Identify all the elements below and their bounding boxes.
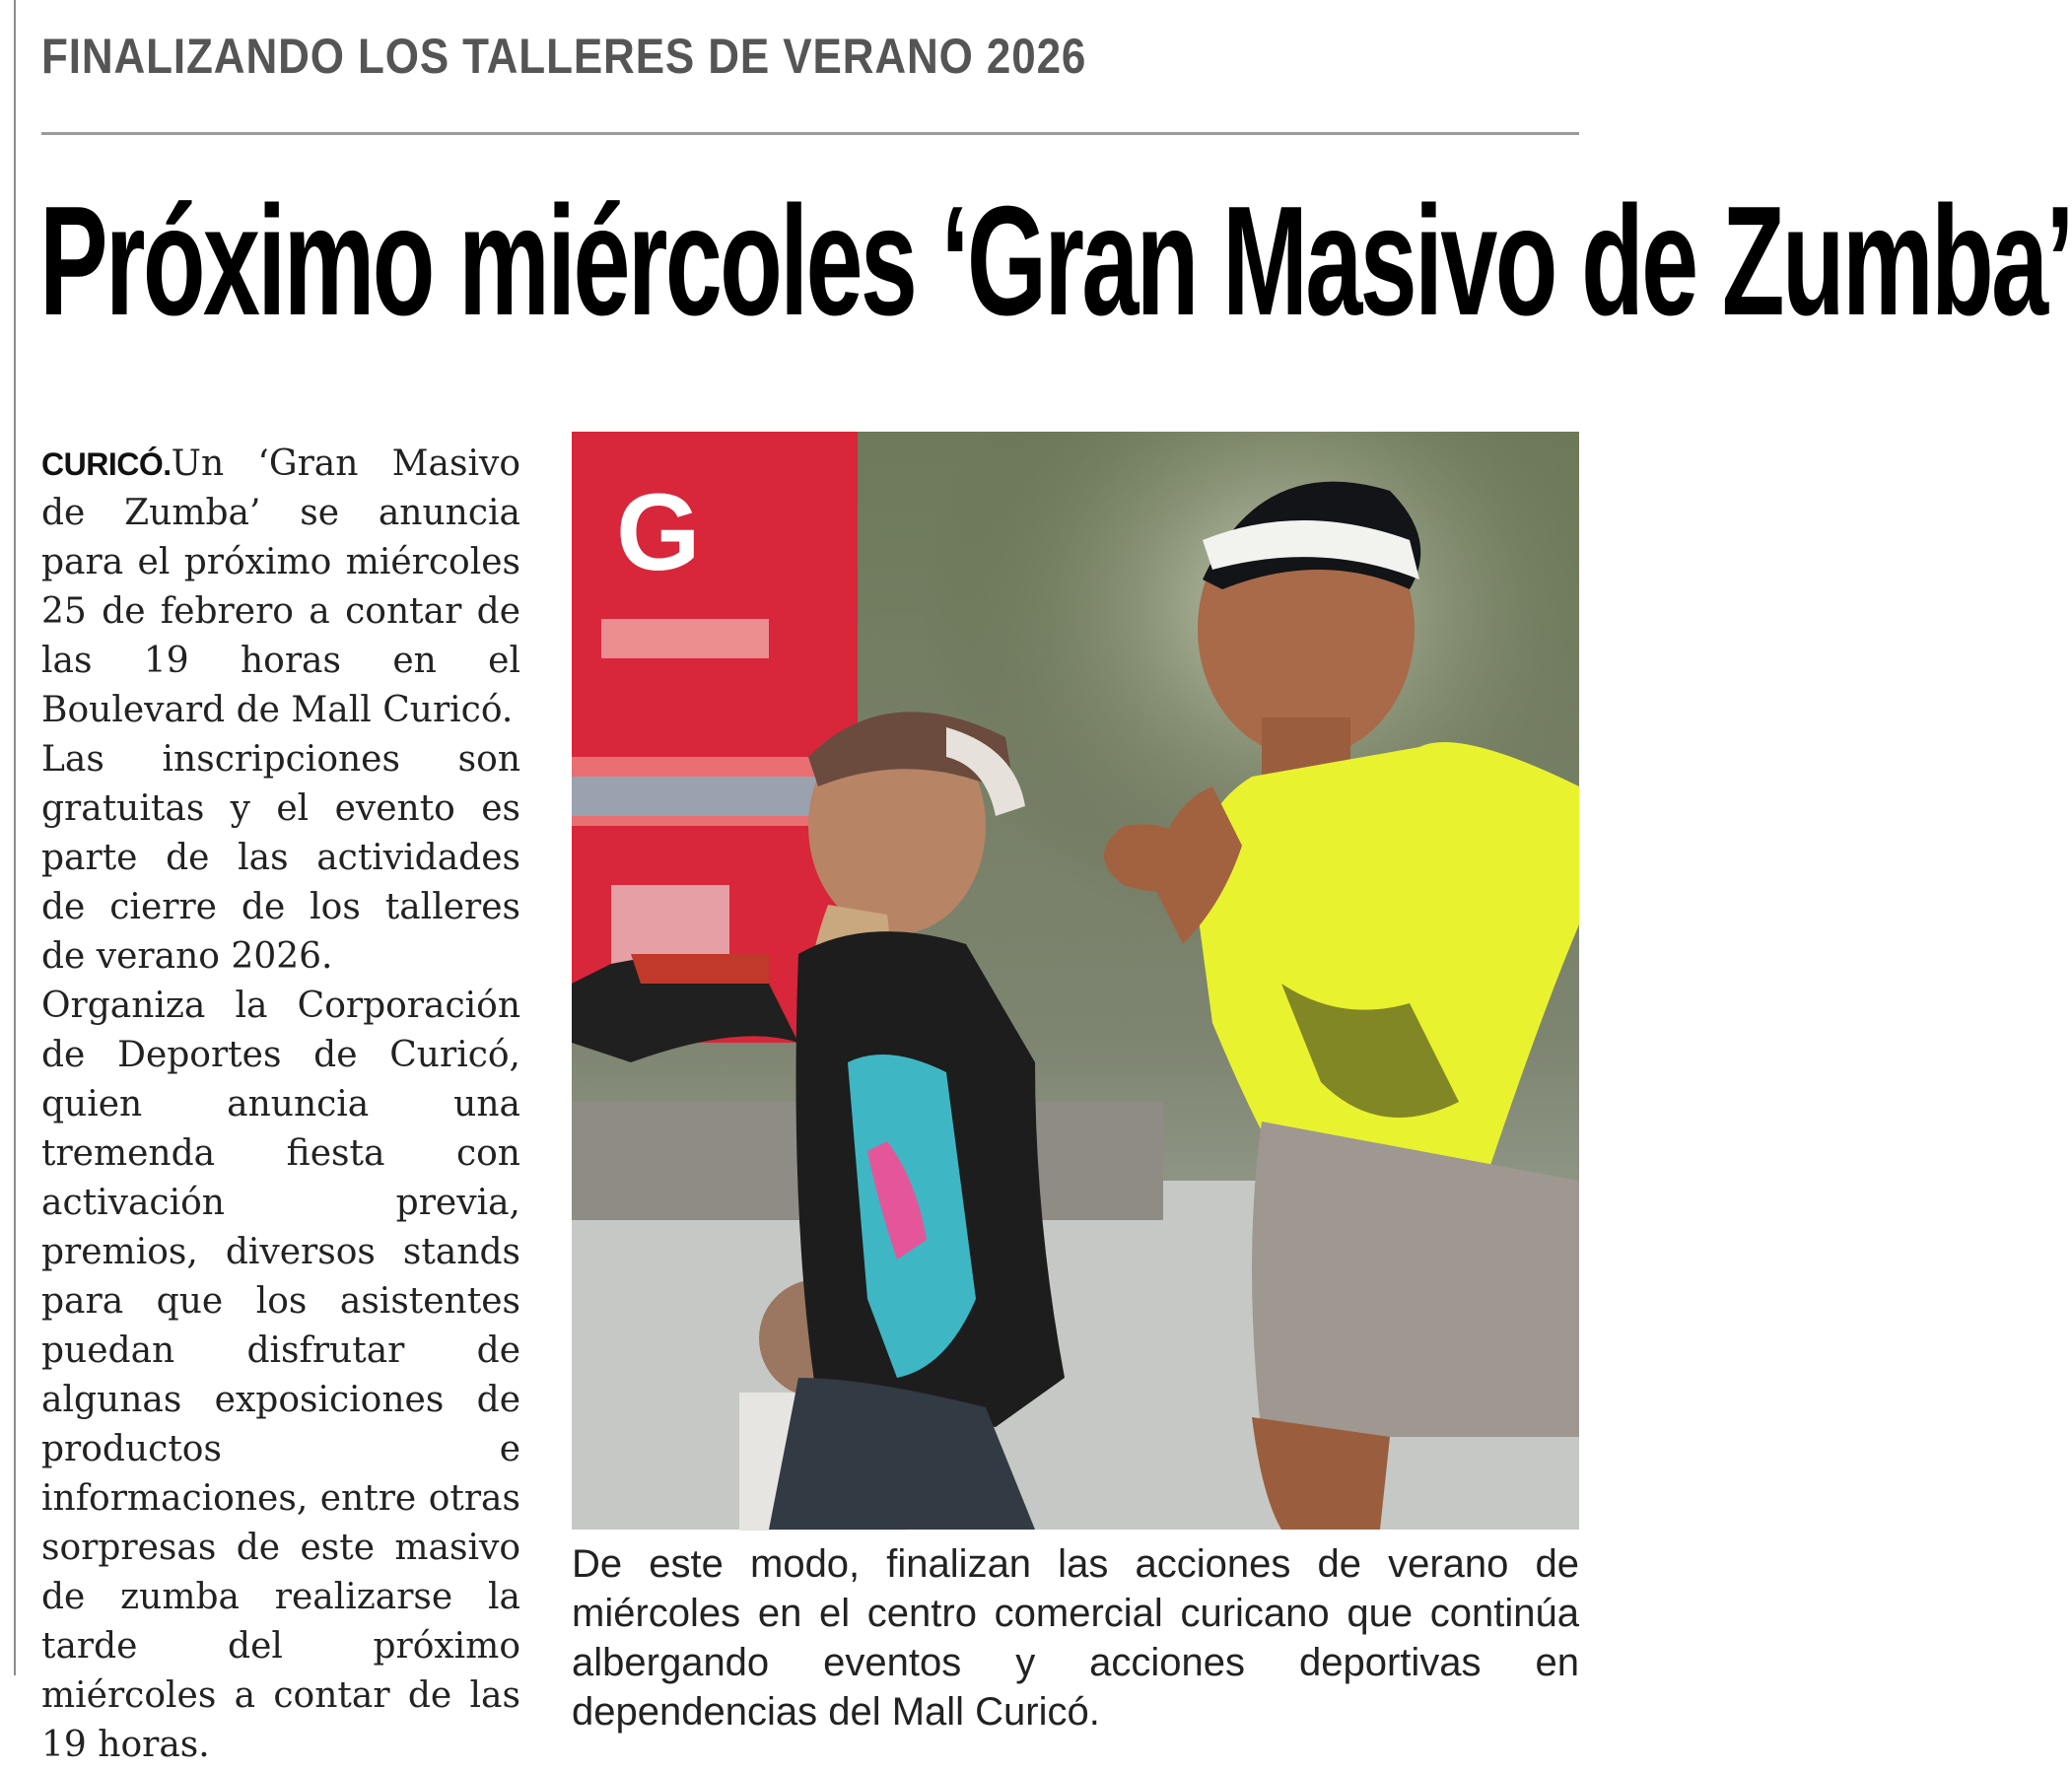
article-kicker: FINALIZANDO LOS TALLERES DE VERANO 2026 bbox=[41, 29, 1087, 84]
article-dateline: CURICÓ. bbox=[41, 446, 172, 482]
paragraph-1-text: Un ‘Gran Masivo de Zumba’ se anuncia para el próximo miércoles 25 de febrero a contar de las 19 horas en el Boulevard de Mall Curicó. bbox=[41, 443, 520, 730]
column-divider bbox=[14, 0, 16, 1675]
sign-letter: G bbox=[616, 472, 701, 593]
article-photo bbox=[572, 432, 1579, 1530]
article-body bbox=[41, 440, 520, 1770]
kicker-divider bbox=[41, 132, 1579, 135]
article-paragraph bbox=[41, 440, 520, 735]
photo-caption: De este modo, finalizan las acciones de verano de miércoles en el centro comercial curicano que continúa albergando eventos y acciones deportivas en dependencias del Mall Curicó. bbox=[572, 1542, 1579, 1734]
article-paragraph: Las inscripciones son gratuitas y el evento es parte de las actividades de cierre de los talleres de verano 2026. bbox=[41, 739, 520, 977]
zumba-dancers-photo bbox=[572, 432, 1579, 1530]
article-paragraph: Organiza la Corporación de Deportes de Curicó, quien anuncia una tremenda fiesta con activación previa, premios, diversos stands para que los asistentes puedan disfrutar de algunas exposiciones de productos e informaciones, entre otras sorpresas de este masivo de zumba realizarse la tarde del próximo miércoles a contar de las 19 horas. bbox=[41, 986, 520, 1765]
article-headline: Próximo miércoles ‘Gran Masivo de Zumba’ bbox=[39, 174, 2072, 348]
